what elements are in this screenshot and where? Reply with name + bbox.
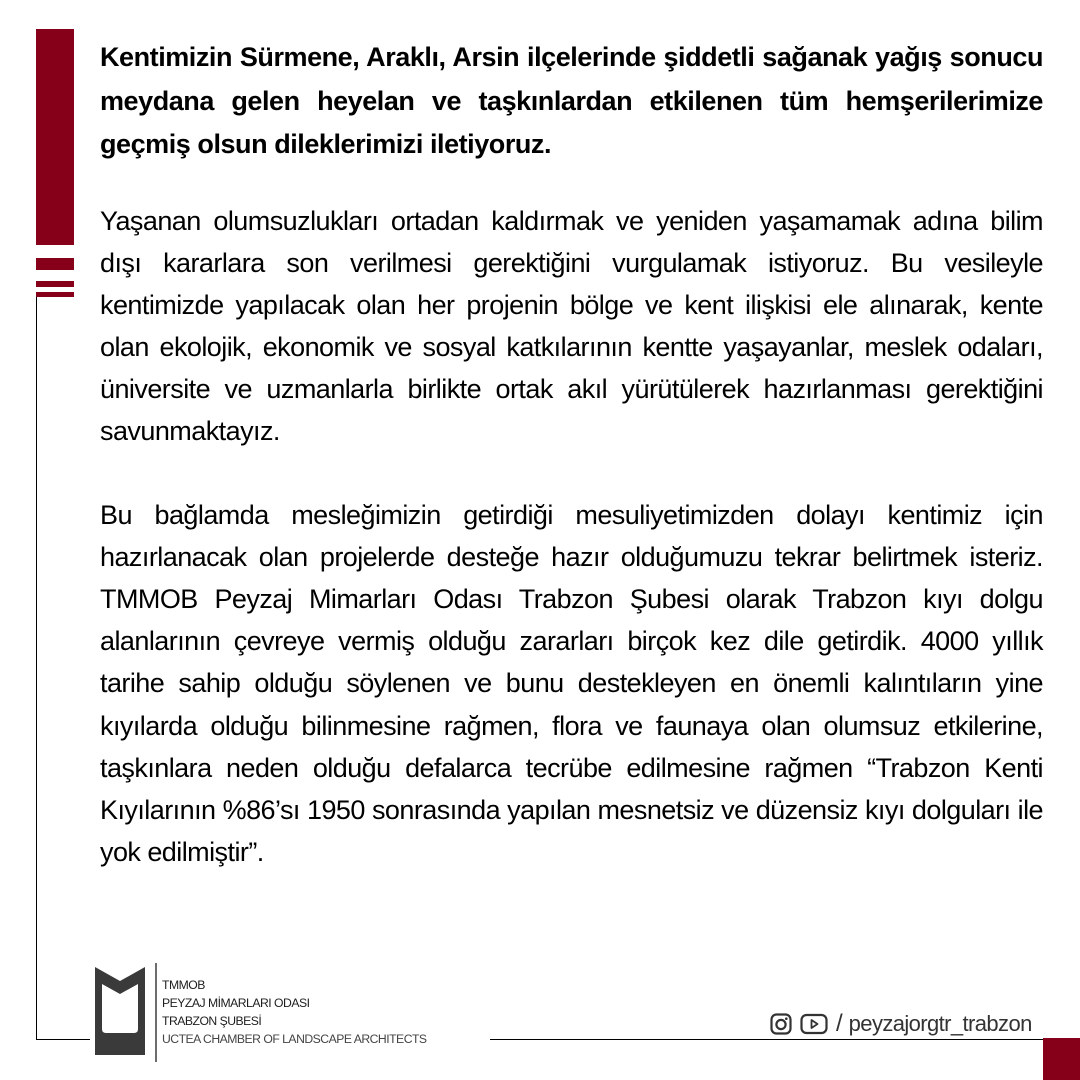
decorative-red-bar	[36, 29, 74, 245]
logo-divider	[155, 963, 157, 1062]
frame-line-left	[36, 297, 37, 1039]
separator: /	[836, 1010, 843, 1037]
org-line-english: UCTEA CHAMBER OF LANDSCAPE ARCHITECTS	[162, 1032, 427, 1046]
chamber-logo-icon	[95, 967, 145, 1055]
frame-line-bottom-right	[490, 1039, 1043, 1040]
org-line: TRABZON ŞUBESİ	[162, 1014, 262, 1028]
decorative-red-stripe	[36, 292, 74, 297]
post-paragraph: Bu bağlamda mesleğimizin getirdiği mesuliyetimizden dolayı kentimiz için hazırlanacak olan projelerde desteğe hazır olduğumuzu tekrar belirtmek isteriz. TMMOB Peyzaj Mimarları Odası Trabzon Şubesi olarak Trabzon kıyı dolgu alanlarının çevreye vermiş olduğu zararları birçok kez dile getirdik. 4000 yıllık tarihe sahip olduğu söylenen ve bunu destekleyen en önemli kalıntıların yine kıyılarda olduğu bilinmesine rağmen, flora ve faunaya olan olumsuz etkilerine, taşkınlara neden olduğu defalarca tecrübe edilmesine rağmen “Trabzon Kenti Kıyılarının %86’sı 1950 sonrasında yapılan mesnetsiz ve düzensiz kıyı dolguları ile yok edilmiştir”.	[100, 500, 1043, 867]
decorative-red-stripe	[36, 258, 74, 270]
social-handle[interactable]: peyzajorgtr_trabzon	[848, 1011, 1032, 1036]
org-line: PEYZAJ MİMARLARI ODASI	[162, 996, 310, 1010]
decorative-red-corner	[1043, 1038, 1080, 1080]
post-heading: Kentimizin Sürmene, Araklı, Arsin ilçelerinde şiddetli sağanak yağış sonucu meydana gelen heyelan ve taşkınlardan etkilenen tüm hemşerilerimize geçmiş olsun dileklerimizi iletiyoruz.	[100, 42, 1043, 159]
org-line: TMMOB	[162, 978, 205, 992]
post-body	[100, 36, 1043, 873]
frame-line-bottom-left	[36, 1039, 90, 1040]
social-links	[770, 1011, 1032, 1037]
decorative-red-stripe	[36, 281, 74, 287]
chamber-logo	[95, 967, 145, 1055]
org-name-block	[162, 976, 427, 1048]
youtube-icon[interactable]	[800, 1013, 828, 1035]
post-paragraph: Yaşanan olumsuzlukları ortadan kaldırmak ve yeniden yaşamamak adına bilim dışı kararlara son verilmesi gerektiğini vurgulamak istiyoruz. Bu vesileyle kentimizde yapılacak olan her projenin bölge ve kent ilişkisi ele alınarak, kente olan ekolojik, ekonomik ve sosyal katkılarının kentte yaşayanlar, meslek odaları, üniversite ve uzmanlarla birlikte ortak akıl yürütülerek hazırlanması gerektiğini savunmaktayız.	[100, 205, 1043, 446]
instagram-icon[interactable]	[770, 1013, 792, 1035]
